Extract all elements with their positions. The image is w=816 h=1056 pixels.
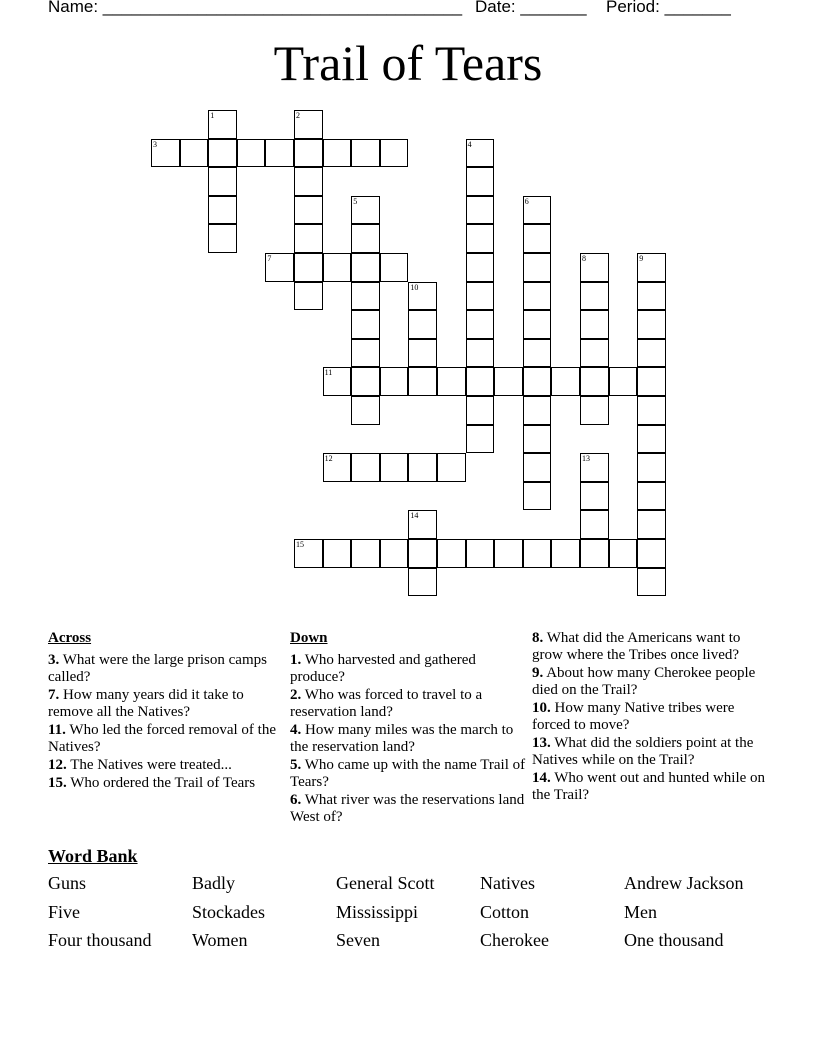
grid-cell[interactable]: [551, 539, 580, 568]
word-bank-heading: Word Bank: [48, 846, 138, 866]
grid-cell[interactable]: [294, 167, 323, 196]
grid-cell[interactable]: [351, 396, 380, 425]
down-clues-continued: [532, 630, 772, 805]
grid-cell[interactable]: [580, 367, 609, 396]
clue-text: How many miles was the march to the reservation land?: [290, 722, 514, 755]
grid-cell[interactable]: [637, 253, 666, 282]
grid-cell[interactable]: [494, 539, 523, 568]
grid-cell[interactable]: [294, 539, 323, 568]
grid-cell[interactable]: [466, 253, 495, 282]
grid-cell[interactable]: [637, 339, 666, 368]
word-bank-item: Mississippi: [336, 901, 419, 922]
grid-cell[interactable]: [294, 253, 323, 282]
grid-cell[interactable]: [466, 224, 495, 253]
grid-cell[interactable]: [408, 510, 437, 539]
clue-number: 4: [467, 139, 472, 149]
grid-cell[interactable]: [580, 339, 609, 368]
clue-num: 12.: [48, 757, 67, 773]
clue-text: Who came up with the name Trail of Tears?: [290, 757, 526, 790]
grid-cell[interactable]: [637, 510, 666, 539]
grid-cell[interactable]: [380, 139, 409, 168]
grid-cell[interactable]: [580, 453, 609, 482]
clue-text: What did the soldiers point at the Natives while on the Trail?: [532, 735, 754, 768]
word-bank-item: Cherokee: [480, 930, 549, 951]
grid-cell[interactable]: [637, 425, 666, 454]
word-bank-item: Stockades: [192, 901, 265, 922]
grid-cell[interactable]: [523, 253, 552, 282]
grid-cell[interactable]: [351, 196, 380, 225]
grid-cell[interactable]: [351, 339, 380, 368]
grid-cell[interactable]: [323, 139, 352, 168]
clue-number: 2: [296, 111, 300, 120]
grid-cell[interactable]: [437, 539, 466, 568]
clue: [290, 652, 526, 686]
clue-number: 13: [582, 454, 590, 464]
grid-cell[interactable]: [408, 282, 437, 311]
grid-cell[interactable]: [408, 339, 437, 368]
word-bank-item: Natives: [480, 873, 535, 893]
clue-text: How many years did it take to remove all the Natives?: [48, 687, 244, 720]
word-bank-item: One thousand: [624, 930, 724, 951]
clue-num: 3.: [48, 652, 60, 668]
clue-number: 10: [410, 282, 419, 292]
clue-num: 5.: [290, 757, 302, 773]
clue-num: 9.: [532, 665, 544, 681]
grid-cell[interactable]: [609, 367, 638, 396]
grid-cell[interactable]: [437, 367, 466, 396]
grid-cell[interactable]: [265, 253, 294, 282]
grid-cell[interactable]: [523, 539, 552, 568]
grid-cell[interactable]: [351, 224, 380, 253]
clue-num: 10.: [532, 700, 551, 716]
clue: [532, 630, 772, 664]
grid-cell[interactable]: [523, 196, 552, 225]
grid-cell[interactable]: [208, 110, 237, 139]
clue-text: About how many Cherokee people died on the Trail?: [532, 665, 756, 698]
grid-cell[interactable]: [351, 253, 380, 282]
word-bank-item: Men: [624, 901, 657, 922]
grid-cell[interactable]: [265, 139, 294, 168]
grid-cell[interactable]: [580, 396, 609, 425]
grid-cell[interactable]: [408, 367, 437, 396]
grid-cell[interactable]: [523, 224, 552, 253]
grid-cell[interactable]: [466, 396, 495, 425]
grid-cell[interactable]: [523, 310, 552, 339]
grid-cell[interactable]: [294, 282, 323, 311]
date-field[interactable]: Date: _______: [475, 0, 587, 16]
word-bank-item: Five: [48, 901, 81, 922]
clue: [290, 722, 526, 756]
grid-cell[interactable]: [408, 539, 437, 568]
grid-cell[interactable]: [380, 367, 409, 396]
grid-cell[interactable]: [466, 310, 495, 339]
across-clues: [48, 630, 284, 793]
grid-cell[interactable]: [180, 139, 209, 168]
clue-text: What were the large prison camps called?: [48, 652, 267, 685]
clue-number: 11: [324, 368, 333, 378]
clue-text: Who led the forced removal of the Natives?: [48, 722, 277, 755]
grid-cell[interactable]: [323, 539, 352, 568]
grid-cell[interactable]: [408, 568, 437, 597]
word-bank-item: Seven: [336, 930, 380, 951]
name-field[interactable]: Name: ______________________________________: [48, 0, 463, 16]
grid-cell[interactable]: [580, 282, 609, 311]
clue-text: What did the Americans want to grow where the Tribes once lived?: [532, 630, 741, 663]
grid-cell[interactable]: [580, 253, 609, 282]
clue-text: Who harvested and gathered produce?: [290, 652, 476, 685]
word-bank-item: Andrew Jackson: [624, 873, 744, 893]
clue-num: 4.: [290, 722, 302, 738]
clue: [290, 687, 526, 721]
clue: [532, 735, 772, 769]
clue-number: 3: [153, 139, 157, 149]
grid-cell[interactable]: [580, 539, 609, 568]
clue: [48, 722, 284, 756]
clue: [532, 665, 772, 699]
clue-num: 8.: [532, 630, 544, 646]
grid-cell[interactable]: [523, 282, 552, 311]
grid-cell[interactable]: [523, 339, 552, 368]
word-bank-item: Cotton: [480, 901, 530, 922]
grid-cell[interactable]: [466, 539, 495, 568]
clue-num: 2.: [290, 687, 302, 703]
grid-cell[interactable]: [637, 539, 666, 568]
grid-cell[interactable]: [637, 396, 666, 425]
grid-cell[interactable]: [466, 367, 495, 396]
grid-cell[interactable]: [580, 310, 609, 339]
down-heading: Down: [290, 630, 328, 646]
clue-number: 15: [296, 540, 304, 549]
word-bank-item: Four thousand: [48, 930, 152, 951]
grid-cell[interactable]: [351, 539, 380, 568]
clue-number: 12: [324, 454, 333, 464]
grid-cell[interactable]: [637, 367, 666, 396]
clue-number: 5: [353, 196, 358, 206]
grid-cell[interactable]: [380, 539, 409, 568]
grid-cell[interactable]: [466, 425, 495, 454]
grid-cell[interactable]: [408, 310, 437, 339]
clue-text: What river was the reservations land West of?: [290, 792, 525, 825]
grid-cell[interactable]: [466, 196, 495, 225]
clue: [48, 687, 284, 721]
grid-cell[interactable]: [237, 139, 266, 168]
clue-text: Who went out and hunted while on the Trail?: [532, 770, 766, 803]
grid-cell[interactable]: [637, 310, 666, 339]
grid-cell[interactable]: [523, 396, 552, 425]
clue-text: Who ordered the Trail of Tears: [70, 775, 256, 791]
clue-num: 1.: [290, 652, 302, 668]
grid-cell[interactable]: [323, 253, 352, 282]
period-field[interactable]: Period: _______: [606, 0, 731, 16]
clue-num: 7.: [48, 687, 60, 703]
word-bank-item: Guns: [48, 873, 87, 893]
down-clues: [290, 630, 526, 827]
clue-number: 7: [267, 254, 272, 263]
grid-cell[interactable]: [466, 139, 495, 168]
grid-cell[interactable]: [580, 510, 609, 539]
clue-num: 15.: [48, 775, 67, 791]
word-bank-item: Women: [192, 930, 248, 951]
page-title: Trail of Tears: [273, 35, 543, 91]
grid-cell[interactable]: [580, 482, 609, 511]
clue-number: 14: [410, 511, 419, 521]
clue-num: 13.: [532, 735, 551, 751]
clue-num: 14.: [532, 770, 551, 786]
grid-cell[interactable]: [351, 310, 380, 339]
grid-cell[interactable]: [523, 482, 552, 511]
grid-cell[interactable]: [351, 367, 380, 396]
grid-cell[interactable]: [323, 453, 352, 482]
grid-cell[interactable]: [294, 139, 323, 168]
grid-cell[interactable]: [609, 539, 638, 568]
word-bank-item: General Scott: [336, 873, 435, 893]
clue-number: 1: [210, 111, 215, 120]
grid-cell[interactable]: [151, 139, 180, 168]
clue: [48, 757, 284, 774]
grid-cell[interactable]: [208, 196, 237, 225]
grid-cell[interactable]: [208, 139, 237, 168]
grid-cell[interactable]: [351, 139, 380, 168]
grid-cell[interactable]: [523, 425, 552, 454]
grid-cell[interactable]: [523, 453, 552, 482]
grid-cell[interactable]: [466, 167, 495, 196]
grid-cell[interactable]: [208, 224, 237, 253]
grid-cell[interactable]: [637, 453, 666, 482]
clue: [290, 792, 526, 826]
word-bank-item: Badly: [192, 873, 235, 893]
clue-number: 9: [639, 254, 644, 263]
clue-number: 8: [582, 254, 586, 263]
grid-cell[interactable]: [551, 367, 580, 396]
clue-text: Who was forced to travel to a reservation land?: [290, 687, 483, 720]
grid-cell[interactable]: [294, 224, 323, 253]
grid-cell[interactable]: [208, 167, 237, 196]
grid-cell[interactable]: [637, 568, 666, 597]
clue: [290, 757, 526, 791]
grid-cell[interactable]: [351, 282, 380, 311]
clue-num: 6.: [290, 792, 302, 808]
grid-cell[interactable]: [323, 367, 352, 396]
grid-cell[interactable]: [523, 367, 552, 396]
across-heading: Across: [48, 630, 92, 646]
grid-cell[interactable]: [466, 339, 495, 368]
clue: [48, 775, 284, 792]
clue-text: The Natives were treated...: [70, 757, 232, 773]
clue: [532, 700, 772, 734]
clue: [532, 770, 772, 804]
grid-cell[interactable]: [637, 482, 666, 511]
grid-cell[interactable]: [637, 282, 666, 311]
grid-cell[interactable]: [351, 453, 380, 482]
grid-cell[interactable]: [437, 453, 466, 482]
clue-number: 6: [524, 196, 529, 206]
clue-num: 11.: [48, 722, 66, 738]
grid-cell[interactable]: [408, 453, 437, 482]
grid-cell[interactable]: [294, 110, 323, 139]
grid-cell[interactable]: [380, 453, 409, 482]
grid-cell[interactable]: [494, 367, 523, 396]
grid-cell[interactable]: [380, 253, 409, 282]
clue: [48, 652, 284, 686]
clue-text: How many Native tribes were forced to move?: [532, 700, 735, 733]
grid-cell[interactable]: [466, 282, 495, 311]
grid-cell[interactable]: [294, 196, 323, 225]
